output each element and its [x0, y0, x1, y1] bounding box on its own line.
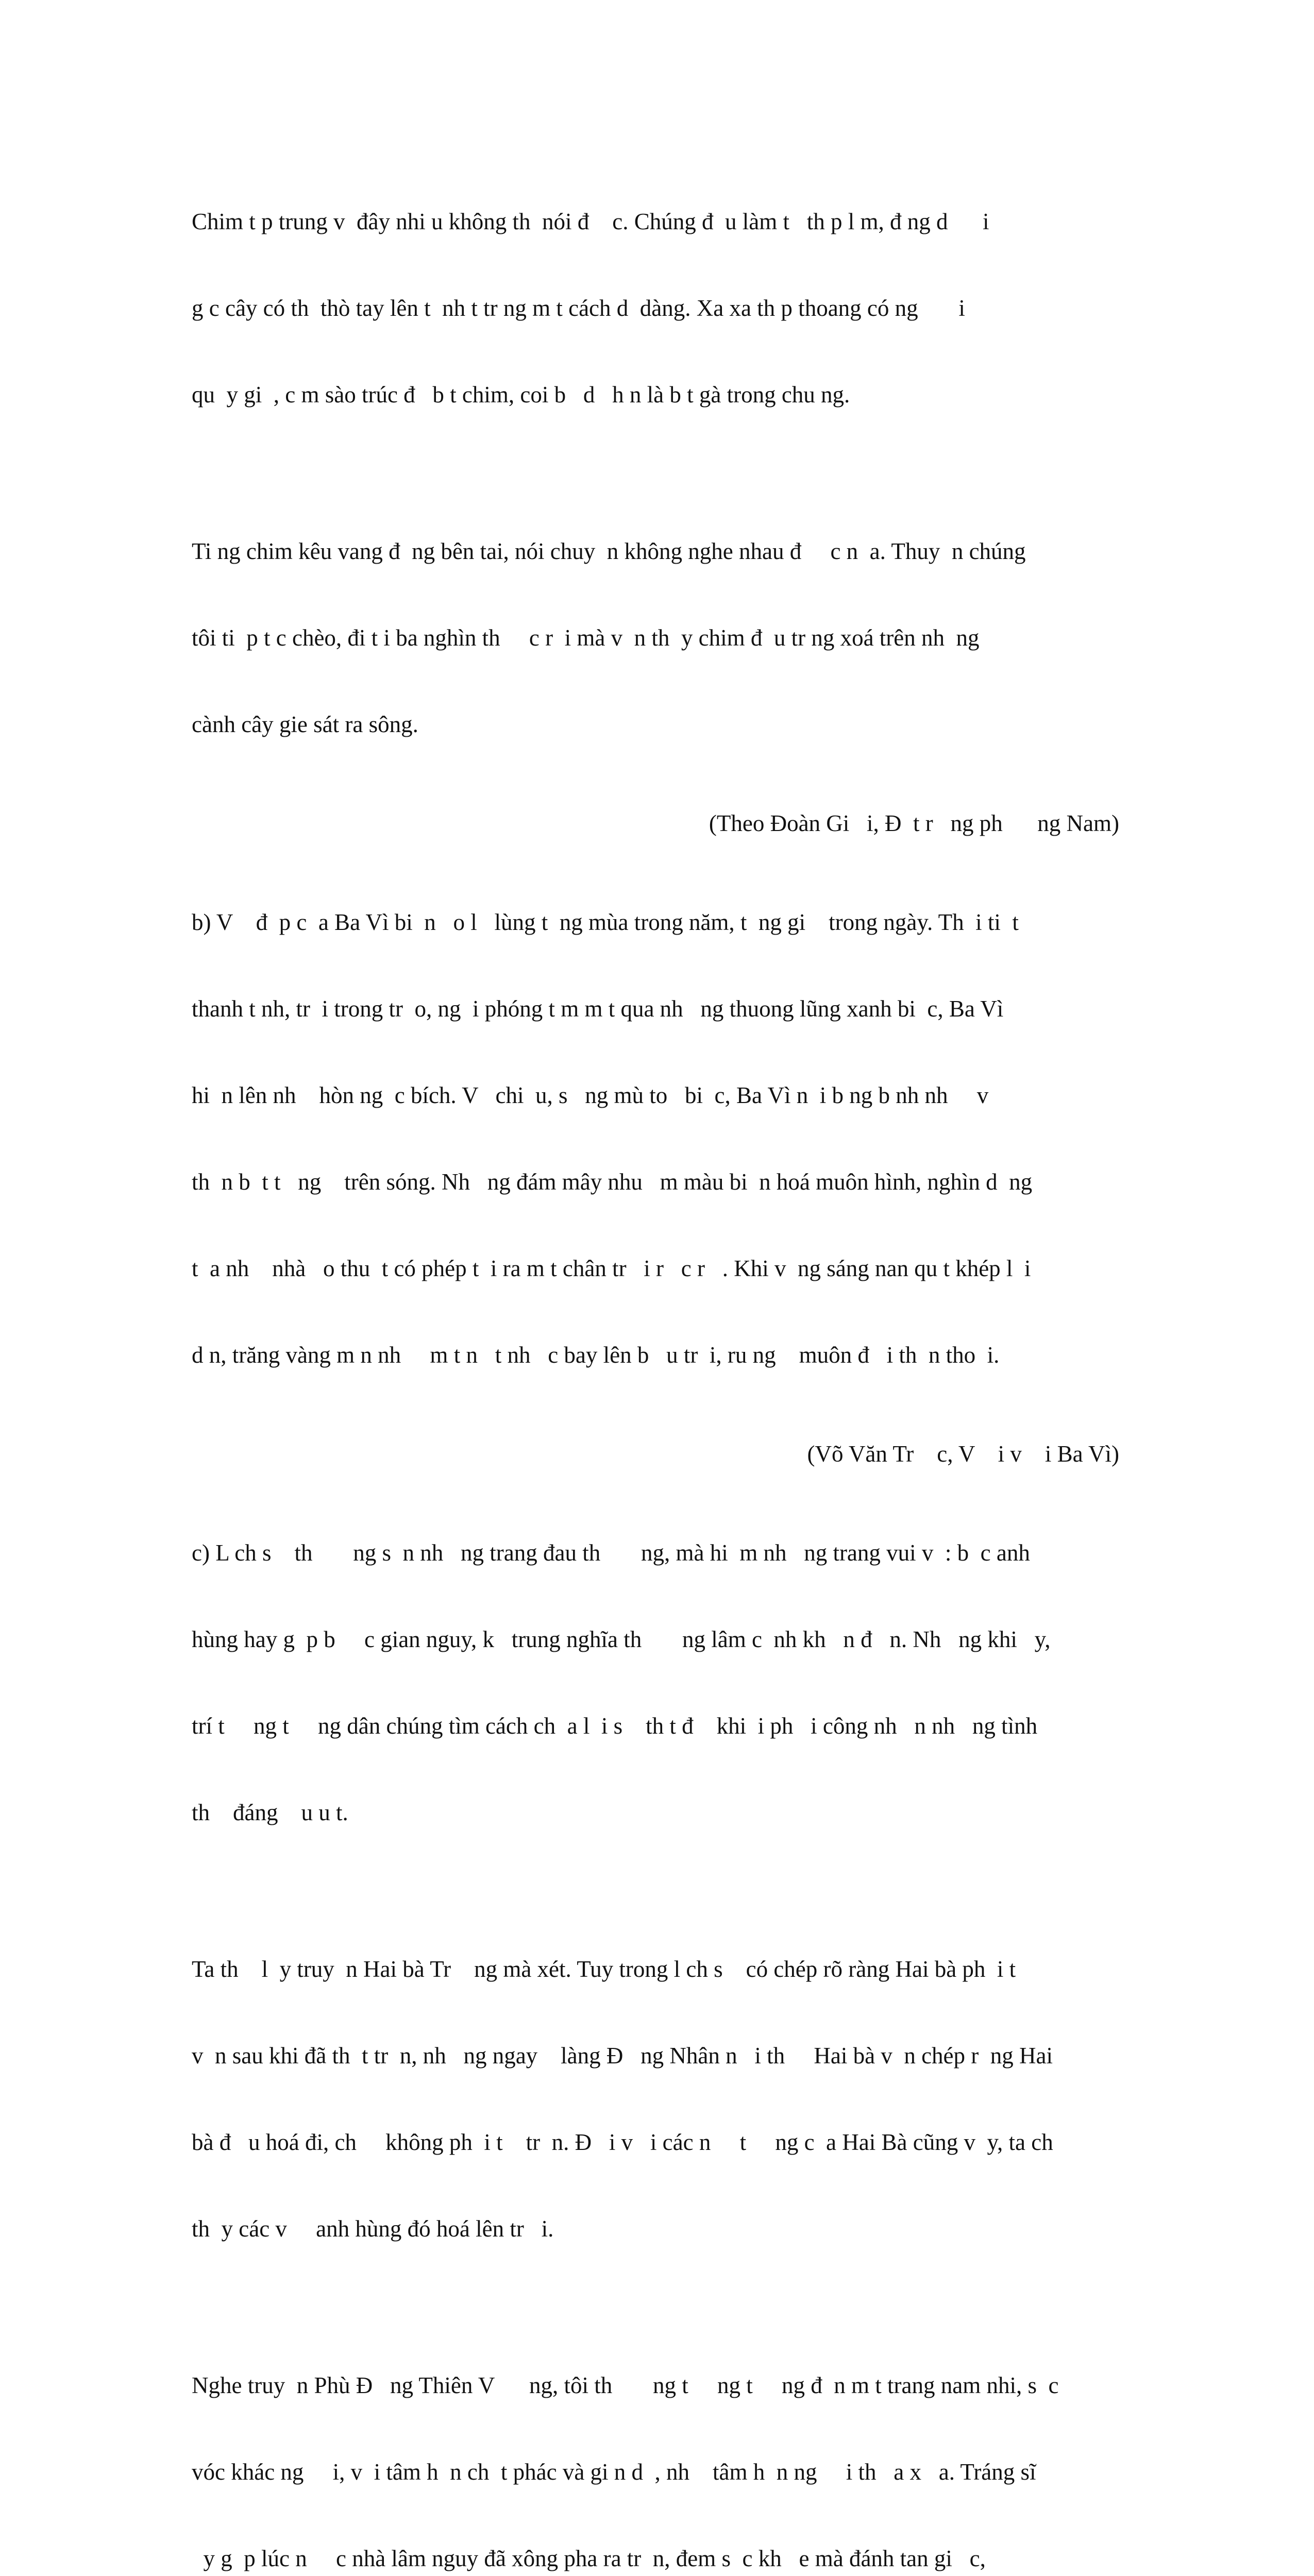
text-line: Ta th l y truy n Hai bà Tr ng mà xét. Tuy trong l ch s có chép rõ ràng Hai bà ph i t [192, 1956, 1016, 1982]
text-line: v n sau khi đã th t tr n, nh ng ngay làng Đ ng Nhân n i th Hai bà v n chép r ng Hai [192, 2043, 1053, 2069]
text-line: Chim t p trung v đây nhi u không th nói đ c. Chúng đ u làm t th p l m, đ ng d i [192, 209, 989, 234]
text-line: hùng hay g p b c gian nguy, k trung nghĩa th ng lâm c nh kh n đ n. Nh ng khi y, [192, 1626, 1051, 1652]
text-line: c) L ch s th ng s n nh ng trang đau th ng, mà hi m nh ng trang vui v : b c anh [192, 1540, 1030, 1566]
text-line: trí t ng t ng dân chúng tìm cách ch a l i s th t đ khi i ph i công nh n nh ng tình [192, 1713, 1038, 1739]
passage-a [192, 149, 1119, 467]
text-line: tôi ti p t c chèo, đi t i ba nghìn th c r i mà v n th y chim đ u tr ng xoá trên nh ng [192, 625, 980, 651]
text-line: cành cây gie sát ra sông. [192, 711, 418, 737]
text-line: hi n lên nh hòn ng c bích. V chi u, s ng mù to bi c, Ba Vì n i b ng b nh nh v [192, 1082, 989, 1108]
document-body [192, 149, 1119, 2576]
text-line: b) V đ p c a Ba Vì bi n o l lùng t ng mùa trong năm, t ng gi trong ngày. Th i ti t [192, 909, 1019, 935]
text-line: qu y gi , c m sào trúc đ b t chim, coi b d h n là b t gà trong chu ng. [192, 382, 850, 408]
source-citation-b: (Võ Văn Tr c, V i v i Ba Vì) [807, 1441, 1119, 1467]
passage-c [192, 1481, 1119, 1885]
text-line: bà đ u hoá đi, ch không ph i t tr n. Đ i v i các n t ng c a Hai Bà cũng v y, ta ch [192, 2129, 1053, 2155]
text-line: Ti ng chim kêu vang đ ng bên tai, nói chuy n không nghe nhau đ c n a. Thuy n chúng [192, 538, 1026, 564]
text-line: th y các v anh hùng đó hoá lên tr i. [192, 2216, 554, 2242]
text-line: t a nh nhà o thu t có phép t i ra m t chân tr i r c r . Khi v ng sáng nan qu t khép l i [192, 1256, 1031, 1281]
text-line: d n, trăng vàng m n nh m t n t nh c bay lên b u tr i, ru ng muôn đ i th n tho i. [192, 1342, 1000, 1368]
text-line: y g p lúc n c nhà lâm nguy đã xông pha ra tr n, đem s c kh e mà đánh tan gi c, [192, 2546, 986, 2571]
text-line: th n b t t ng trên sóng. Nh ng đám mây nhu m màu bi n hoá muôn hình, nghìn d ng [192, 1169, 1033, 1195]
passage-c-story [192, 2313, 1119, 2576]
passage-a-continued [192, 479, 1119, 796]
passage-c-continued [192, 1897, 1119, 2301]
source-citation-a: (Theo Đoàn Gi i, Đ t r ng ph ng Nam) [709, 810, 1119, 836]
text-line: thanh t nh, tr i trong tr o, ng i phóng t m m t qua nh ng thuong lũng xanh bi c, Ba Vì [192, 996, 1004, 1022]
text-line: vóc khác ng i, v i tâm h n ch t phác và gi n d , nh tâm h n ng i th a x a. Tráng sĩ [192, 2459, 1036, 2485]
text-line: g c cây có th thò tay lên t nh t tr ng m t cách d dàng. Xa xa th p thoang có ng i [192, 295, 965, 321]
text-line: th đáng u u t. [192, 1800, 348, 1825]
text-line: Nghe truy n Phù Đ ng Thiên V ng, tôi th ng t ng t ng đ n m t trang nam nhi, s c [192, 2372, 1059, 2398]
passage-b [192, 850, 1119, 1427]
